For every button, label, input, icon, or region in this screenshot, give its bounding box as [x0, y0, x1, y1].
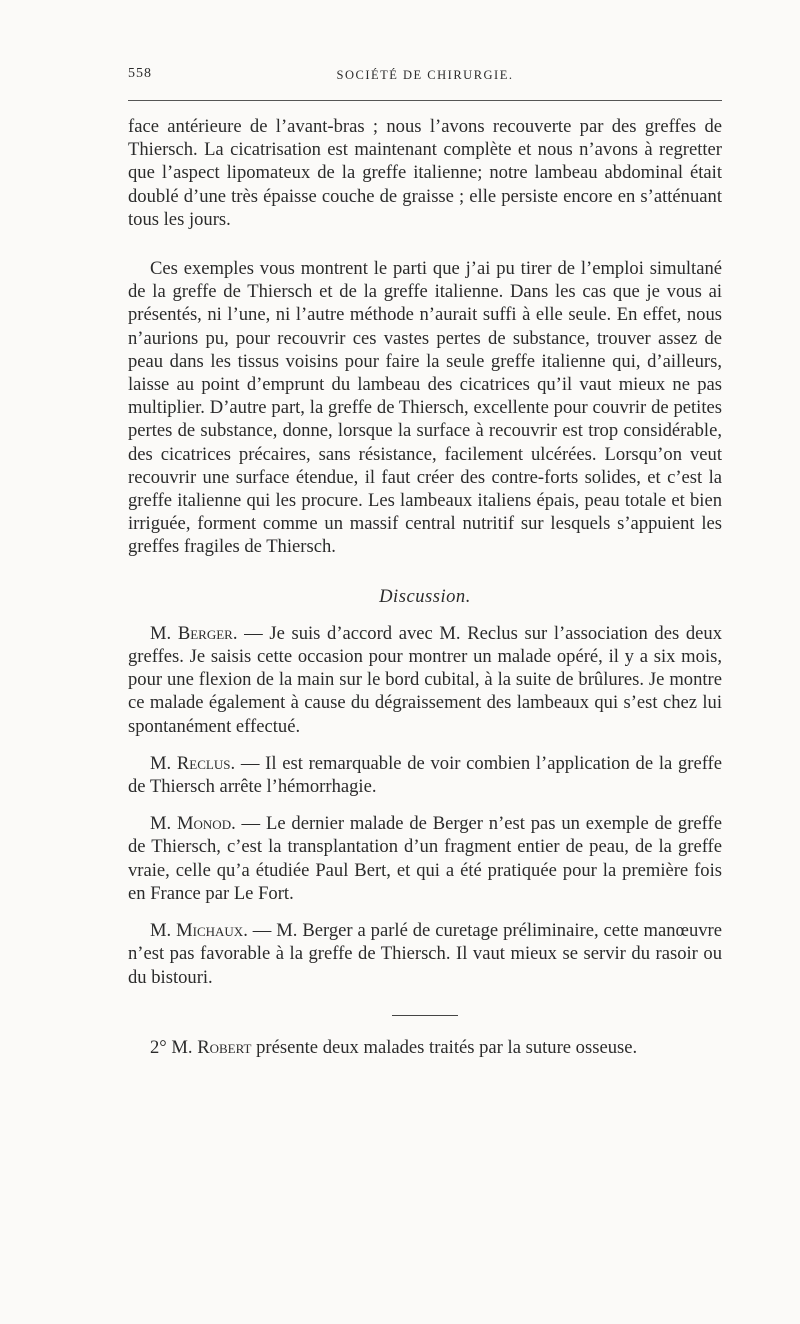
speaker-prefix: M. [150, 813, 177, 835]
speaker-prefix: M. [150, 920, 177, 942]
final-paragraph [128, 1036, 722, 1059]
discussion-entry-berger [128, 622, 722, 738]
section-title-discussion: Discussion. [379, 585, 471, 607]
speaker-prefix: M. [150, 752, 177, 774]
speaker-name-robert: Robert [197, 1036, 252, 1058]
item-prefix: 2° M. [150, 1036, 198, 1058]
page-number: 558 [128, 66, 152, 81]
speaker-name-berger: Berger [177, 622, 233, 644]
body-text [128, 115, 722, 1059]
header-rule [128, 100, 722, 101]
entry-text: . — Je suis d’accord avec M. Reclus sur l’association des deux greffes. Je saisis cette occasion pour montrer un malade opéré, il y a six mois, pour une flexion de la main sur le bord cubital, à la suite de brûlures. Je montre ce malade également à cause du dégraissement des lambeaux qui s’est chez lui spontanément effectué. [128, 622, 722, 737]
discussion-entry-reclus [128, 752, 722, 798]
final-text: présente deux malades traités par la suture osseuse. [251, 1036, 638, 1058]
discussion-entry-monod [128, 812, 722, 905]
discussion-entry-michaux [128, 919, 722, 989]
entry-text: . — M. Berger a parlé de curetage préliminaire, cette manœuvre n’est pas favorable à la greffe de Thiersch. Il vaut mieux se servir du rasoir ou du bistouri. [128, 920, 722, 988]
entry-text: . — Le dernier malade de Berger n’est pas un exemple de greffe de Thiersch, c’est la transplantation d’un fragment entier de peau, de la greffe vraie, celle qu’a étudiée Paul Bert, et qui a été pratiquée pour la première fois en France par Le Fort. [128, 813, 722, 904]
entry-text: . — Il est remarquable de voir combien l’application de la greffe de Thiersch arrête l’hémorrhagie. [128, 752, 722, 798]
final-item [128, 1036, 722, 1059]
speaker-name-michaux: Michaux [176, 920, 244, 942]
paragraph-continuation: face antérieure de l’avant-bras ; nous l’avons recouverte par des greffes de Thiersch. La cicatrisation est maintenant complète et nous n’avons à regretter que l’aspect lipomateux de la greffe italienne; notre lambeau abdominal était doublé d’une très épaisse couche de graisse ; elle persiste encore en s’atténuant tous les jours. [128, 116, 722, 230]
running-head: SOCIÉTÉ DE CHIRURGIE. [336, 68, 514, 82]
separator-rule [392, 1015, 458, 1016]
speaker-name-reclus: Reclus [176, 752, 231, 774]
page-header [128, 62, 722, 90]
speaker-name-monod: Monod [177, 813, 232, 835]
paragraph-examples: Ces exemples vous montrent le parti que j’ai pu tirer de l’emploi simultané de la greffe de Thiersch et de la greffe italienne. Dans les cas que je vous ai présentés, ni l’une, ni l’autre méthode n’aurait suffi à elle seule. En effet, nous n’aurions pu, pour recouvrir ces vastes pertes de substance, trouver assez de peau dans les tissus voisins pour faire la seule greffe italienne qui, d’ailleurs, laisse au point d’emprunt du lambeau des cicatrices qu’il vaut mieux ne pas multiplier. D’autre part, la greffe de Thiersch, excellente pour couvrir de petites pertes de substance, donne, lorsque la surface à recouvrir est trop considérable, des cicatrices précaires, sans résistance, facilement ulcérées. Lorsqu’on veut recouvrir une surface étendue, il faut créer des contre-forts solides, et c’est la greffe italienne qui les procure. Les lambeaux italiens épais, peau totale et bien irriguée, forment comme un massif central nutritif sur lesquels s’appuient les greffes fragiles de Thiersch. [128, 258, 722, 558]
speaker-prefix: M. [150, 622, 178, 644]
